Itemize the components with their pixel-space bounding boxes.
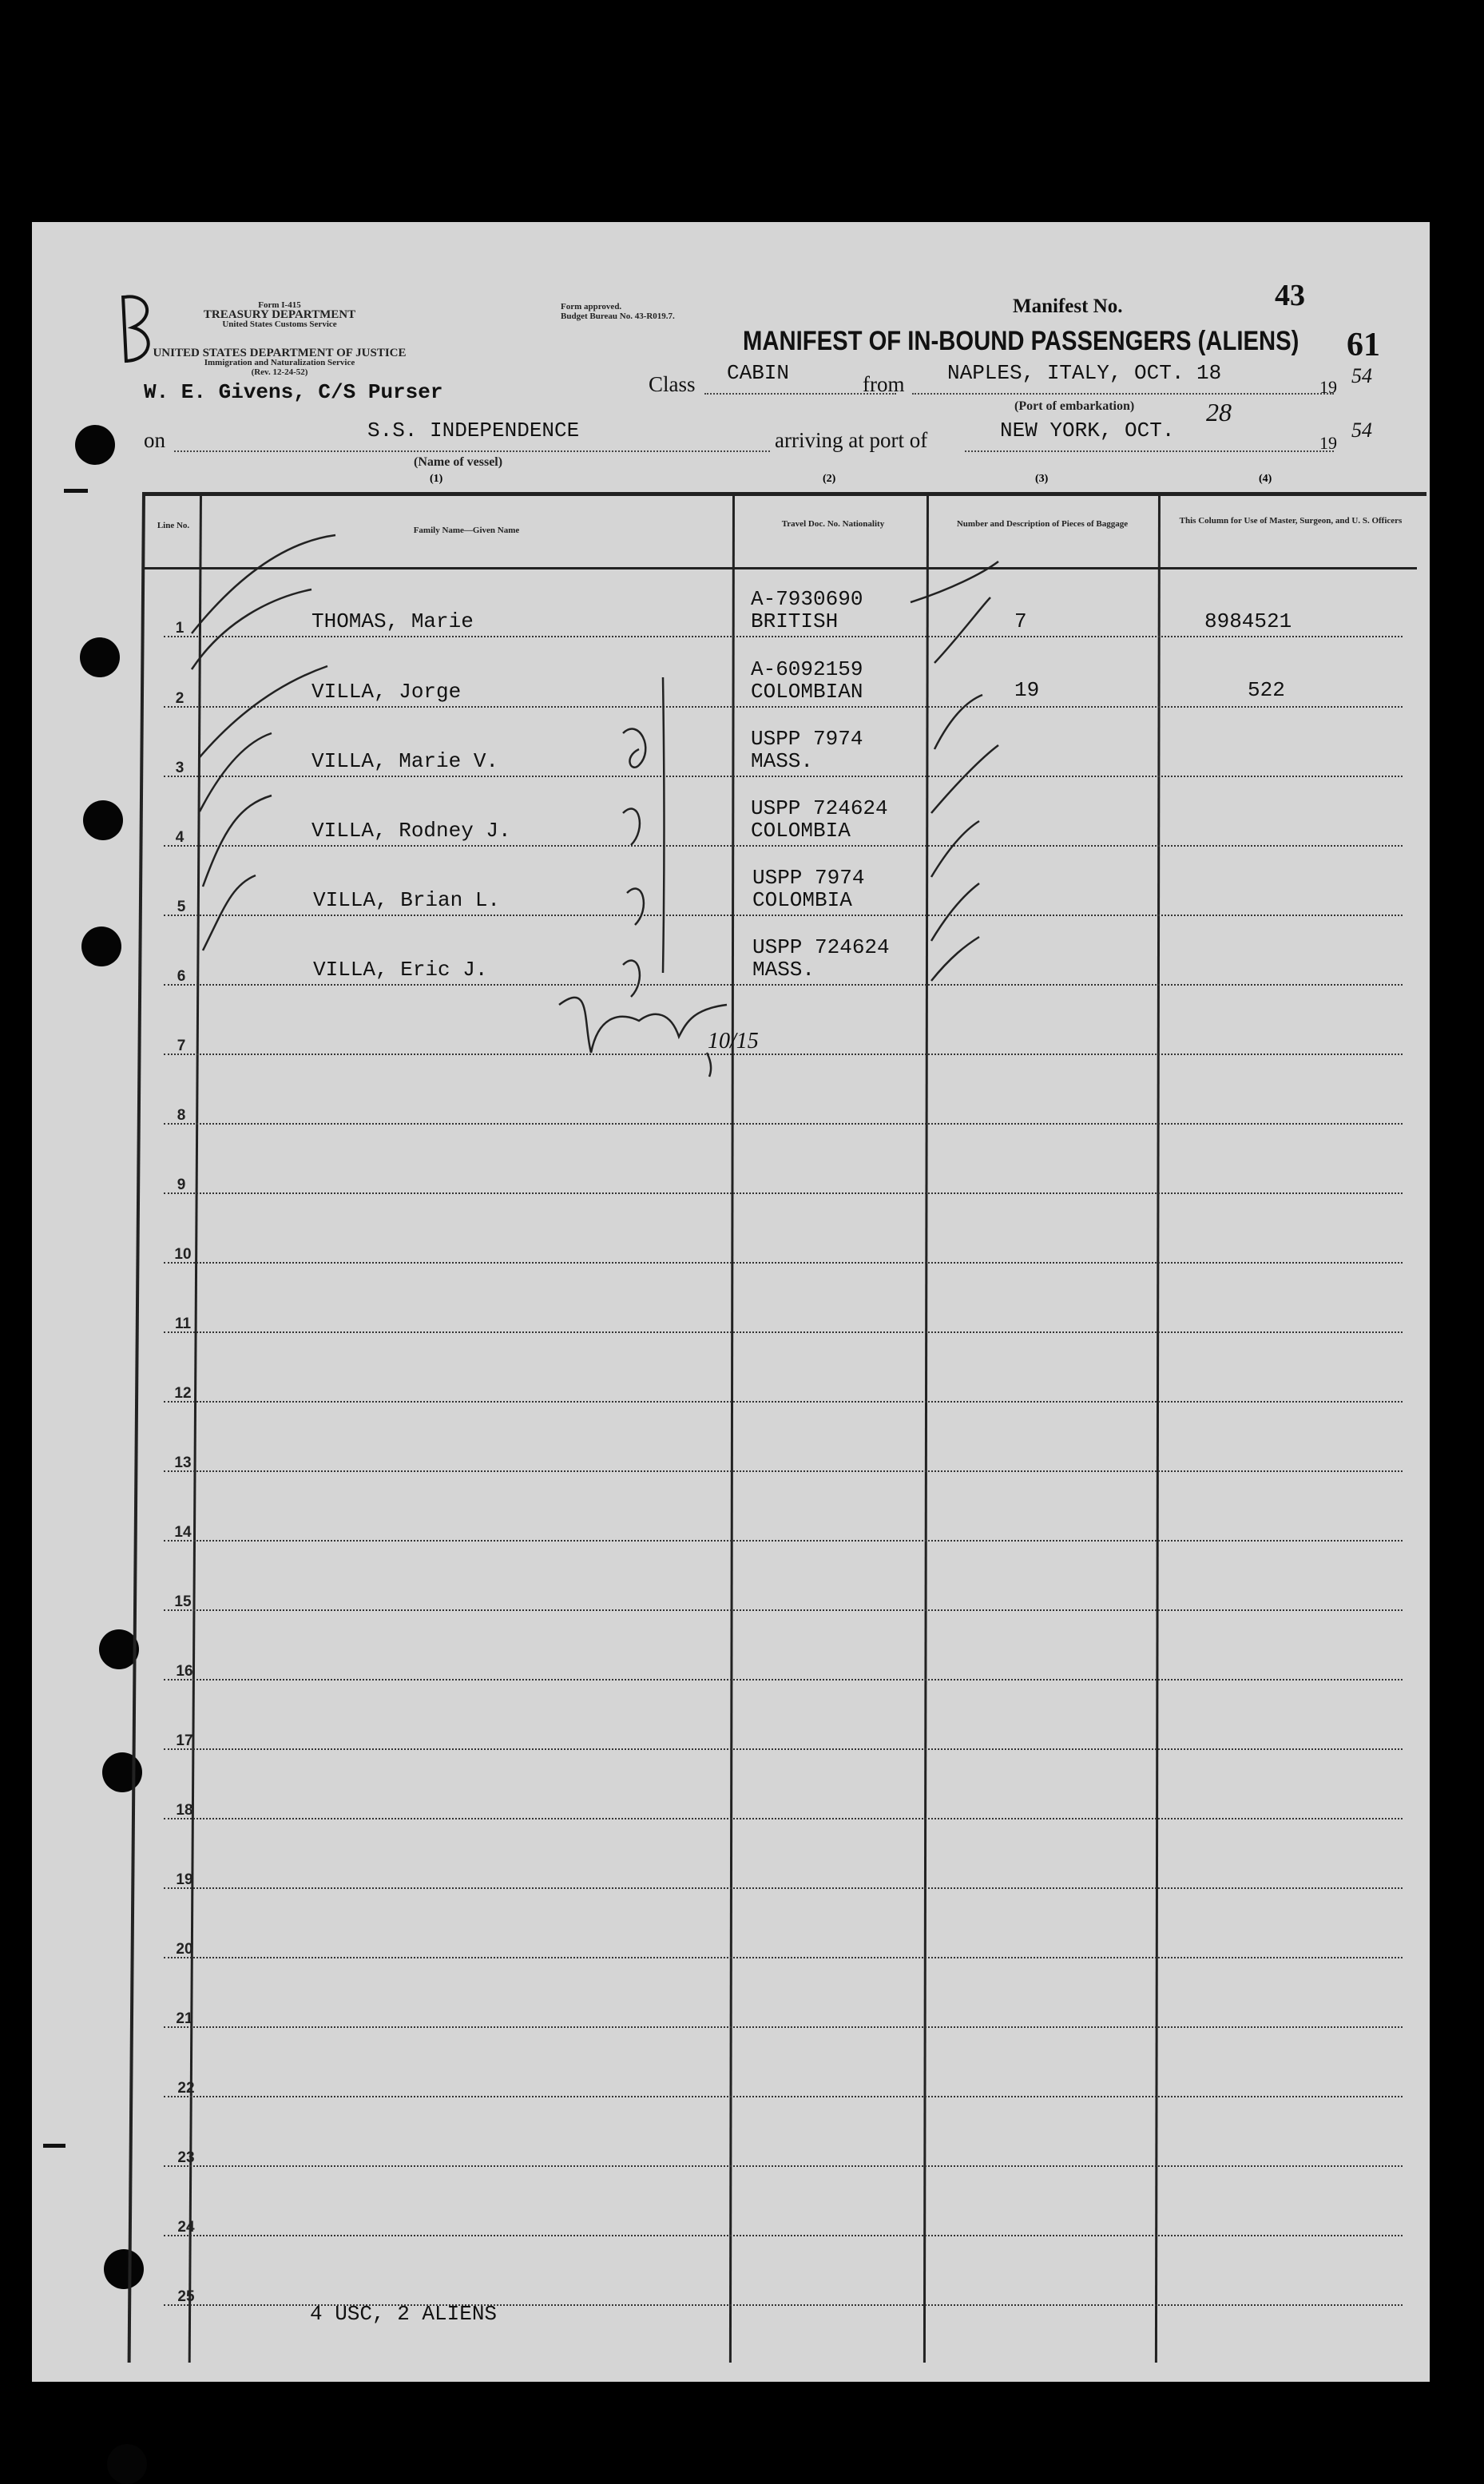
from-label: from [863, 372, 905, 396]
line-number: 23 [177, 2149, 195, 2166]
punch-hole [104, 2249, 144, 2289]
manifest-page [32, 222, 1430, 2382]
col-number-3: (3) [1035, 473, 1049, 485]
arriving-value: NEW YORK, OCT. [1000, 419, 1175, 442]
travel-doc-number: A-6092159 [751, 657, 863, 681]
line-number: 10 [174, 1246, 192, 1263]
line-number: 21 [176, 2010, 193, 2027]
page-number: 61 [1347, 327, 1380, 363]
class-value: CABIN [727, 361, 790, 385]
port-embark-caption: (Port of embarkation) [1014, 399, 1135, 413]
punch-hole [102, 1752, 142, 1792]
col-header-baggage: Number and Description of Pieces of Baggage [956, 519, 1129, 529]
row-rule [164, 1818, 1403, 1819]
col-number-1: (1) [430, 473, 443, 485]
on-label: on [144, 428, 165, 452]
line-number: 24 [177, 2219, 195, 2236]
line-number: 12 [174, 1385, 192, 1402]
col-header-officers: This Column for Use of Master, Surgeon, and U. S. Officers [1179, 516, 1403, 526]
row-rule [164, 2165, 1403, 2167]
class-label: Class [649, 372, 696, 396]
col-header-line: Line No. [157, 521, 190, 530]
justice-dept: UNITED STATES DEPARTMENT OF JUSTICE [153, 347, 407, 359]
budget-bureau: Budget Bureau No. 43-R019.7. [561, 311, 675, 321]
form-number: Form I-415 [258, 300, 301, 310]
ins-service: Immigration and Naturalization Service [204, 358, 355, 367]
arriving-label: arriving at port of [775, 428, 928, 452]
year-handwritten-2: 54 [1351, 419, 1372, 442]
row-rule [164, 1540, 1403, 1542]
line-number: 25 [177, 2288, 195, 2305]
manifest-label: Manifest No. [1013, 296, 1123, 317]
row-rule [164, 1957, 1403, 1958]
line-number: 18 [176, 1802, 193, 1819]
row-rule [164, 1123, 1403, 1125]
passenger-name: VILLA, Rodney J. [311, 819, 511, 843]
line-number: 2 [175, 690, 185, 707]
vessel-caption: (Name of vessel) [414, 455, 503, 469]
row-rule [164, 1192, 1403, 1194]
edge-mark [43, 2144, 65, 2148]
line-number: 13 [174, 1454, 192, 1471]
punch-hole [107, 2444, 147, 2484]
row-rule [164, 1748, 1403, 1750]
line-number: 5 [177, 899, 186, 915]
line-number: 11 [174, 1315, 192, 1332]
arrival-day-handwritten: 28 [1206, 398, 1232, 427]
line-number: 16 [176, 1663, 193, 1680]
row-rule [164, 1262, 1403, 1264]
travel-doc-number: USPP 7974 [751, 727, 863, 751]
line-number: 22 [177, 2080, 195, 2097]
line-number: 8 [177, 1107, 186, 1124]
travel-doc-number: USPP 724624 [751, 796, 888, 820]
row-rule [164, 2235, 1403, 2236]
passenger-name: VILLA, Marie V. [311, 749, 499, 773]
passenger-summary: 4 USC, 2 ALIENS [310, 2302, 498, 2326]
line-number: 4 [175, 829, 185, 846]
from-value: NAPLES, ITALY, OCT. 18 [947, 361, 1222, 385]
line-number: 15 [174, 1593, 192, 1610]
line-number: 6 [177, 968, 186, 985]
nationality: MASS. [752, 958, 815, 982]
row-rule [164, 1887, 1403, 1889]
treasury-dept: TREASURY DEPARTMENT [203, 308, 356, 321]
line-number: 3 [175, 760, 185, 776]
handwritten-marks [32, 222, 1430, 1101]
row-rule [164, 2026, 1403, 2028]
nationality: COLOMBIAN [751, 680, 863, 704]
passenger-name: VILLA, Brian L. [313, 888, 501, 912]
line-number: 9 [177, 1177, 186, 1193]
line-number: 20 [176, 1941, 193, 1958]
col-number-2: (2) [823, 473, 836, 485]
manifest-number: 43 [1275, 279, 1305, 312]
baggage-count: 7 [1014, 609, 1027, 633]
line-number: 17 [176, 1732, 193, 1749]
year-handwritten: 54 [1351, 364, 1372, 387]
travel-doc-number: USPP 724624 [752, 935, 890, 959]
year-prefix-2: 19 [1319, 433, 1337, 453]
passenger-name: THOMAS, Marie [311, 609, 474, 633]
line-number: 19 [176, 1871, 193, 1888]
nationality: COLOMBIA [751, 819, 851, 843]
row-rule [164, 2096, 1403, 2097]
col-header-name: Family Name—Given Name [413, 526, 520, 535]
line-number: 1 [175, 620, 185, 637]
baggage-count: 19 [1014, 678, 1040, 702]
vessel-name: S.S. INDEPENDENCE [367, 419, 580, 442]
row-rule [164, 1609, 1403, 1611]
row-rule [164, 1470, 1403, 1472]
nationality: MASS. [751, 749, 814, 773]
travel-doc-number: USPP 7974 [752, 866, 865, 890]
nationality: BRITISH [751, 609, 839, 633]
officer-note: 8984521 [1204, 609, 1292, 633]
manifest-title: MANIFEST OF IN-BOUND PASSENGERS (ALIENS) [743, 326, 1299, 356]
line-number: 7 [177, 1038, 186, 1054]
col-number-4: (4) [1259, 473, 1272, 485]
year-prefix: 19 [1319, 377, 1337, 397]
passenger-name: VILLA, Eric J. [313, 958, 488, 982]
form-approved: Form approved. [561, 302, 622, 311]
passenger-name: VILLA, Jorge [311, 680, 462, 704]
line-number: 14 [174, 1524, 192, 1541]
row-rule [164, 1401, 1403, 1403]
officer-note: 522 [1248, 678, 1285, 702]
row-rule [164, 1679, 1403, 1680]
travel-doc-number: A-7930690 [751, 587, 863, 611]
nationality: COLOMBIA [752, 888, 852, 912]
col-header-travel-doc: Travel Doc. No. Nationality [781, 519, 885, 529]
row-rule [164, 1331, 1403, 1333]
purser-name: W. E. Givens, C/S Purser [144, 380, 443, 404]
customs-service: United States Customs Service [222, 319, 337, 329]
handwritten-date-note: 10/15 [708, 1029, 759, 1054]
form-revision: (Rev. 12-24-52) [251, 367, 308, 377]
